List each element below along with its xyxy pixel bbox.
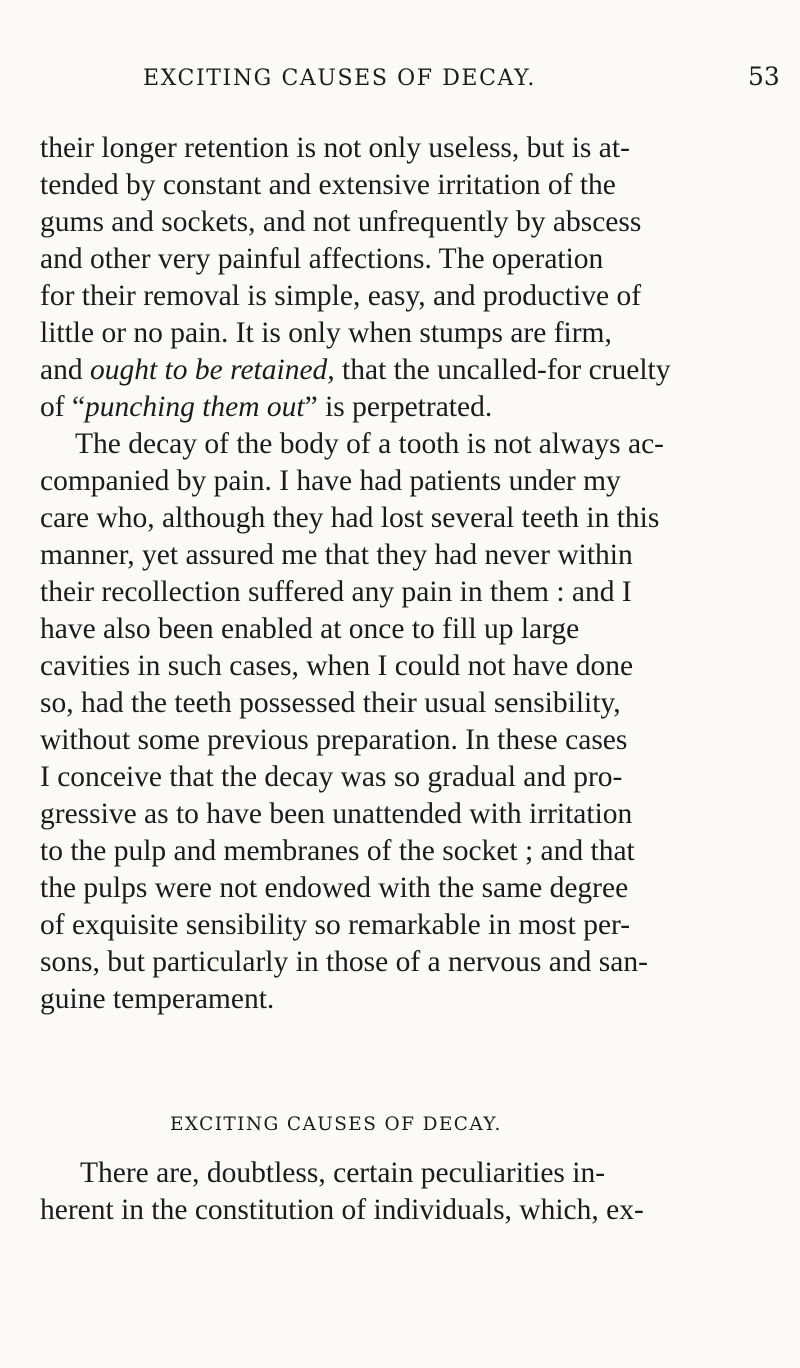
text-line: without some previous preparation. In these cases bbox=[40, 724, 628, 756]
italic-phrase: ought to be retained, bbox=[89, 354, 335, 386]
text-line: herent in the constitution of individuals, which, ex- bbox=[40, 1194, 644, 1226]
text-line: care who, although they had lost several teeth in this bbox=[40, 502, 660, 534]
text-run: that the uncalled-for cruelty bbox=[334, 354, 671, 386]
text-run: of “ bbox=[40, 391, 86, 423]
section-heading: EXCITING CAUSES OF DECAY. bbox=[170, 1114, 502, 1135]
text-line: gressive as to have been unattended with irritation bbox=[40, 798, 633, 830]
italic-phrase: punching them out bbox=[85, 391, 305, 423]
text-line: for their removal is simple, easy, and productive of bbox=[40, 280, 642, 312]
text-line: companied by pain. I have had patients under my bbox=[40, 465, 621, 497]
text-line: of exquisite sensibility so remarkable in most per- bbox=[40, 909, 631, 941]
text-line: gums and sockets, and not unfrequently by abscess bbox=[40, 206, 642, 238]
text-run: ” is perpetrated. bbox=[304, 391, 493, 423]
text-line: little or no pain. It is only when stumps are firm, bbox=[40, 317, 612, 349]
text-line: sons, but particularly in those of a nervous and san- bbox=[40, 946, 648, 978]
text-line: so, had the teeth possessed their usual sensibility, bbox=[40, 687, 621, 719]
text-line: their longer retention is not only useless, but is at- bbox=[40, 132, 630, 164]
text-line: The decay of the body of a tooth is not always ac- bbox=[75, 428, 664, 460]
text-line: There are, doubtless, certain peculiarities in- bbox=[80, 1157, 606, 1189]
text-line: manner, yet assured me that they had never within bbox=[40, 539, 633, 571]
text-line: I conceive that the decay was so gradual and pro- bbox=[40, 761, 623, 793]
text-line: to the pulp and membranes of the socket ; and that bbox=[40, 835, 635, 867]
text-line-mixed bbox=[40, 356, 671, 386]
text-line: guine temperament. bbox=[40, 983, 275, 1015]
running-head: EXCITING CAUSES OF DECAY. bbox=[143, 66, 536, 91]
text-line: cavities in such cases, when I could not have done bbox=[40, 650, 634, 682]
text-line: their recollection suffered any pain in them : and I bbox=[40, 576, 632, 608]
text-line: tended by constant and extensive irritation of the bbox=[40, 169, 616, 201]
text-line: and other very painful affections. The operation bbox=[40, 243, 604, 275]
text-line-mixed bbox=[40, 393, 492, 423]
text-run: and bbox=[40, 354, 90, 386]
page-number: 53 bbox=[748, 62, 780, 91]
text-line: the pulps were not endowed with the same degree bbox=[40, 872, 629, 904]
text-line: have also been enabled at once to fill up large bbox=[40, 613, 580, 645]
